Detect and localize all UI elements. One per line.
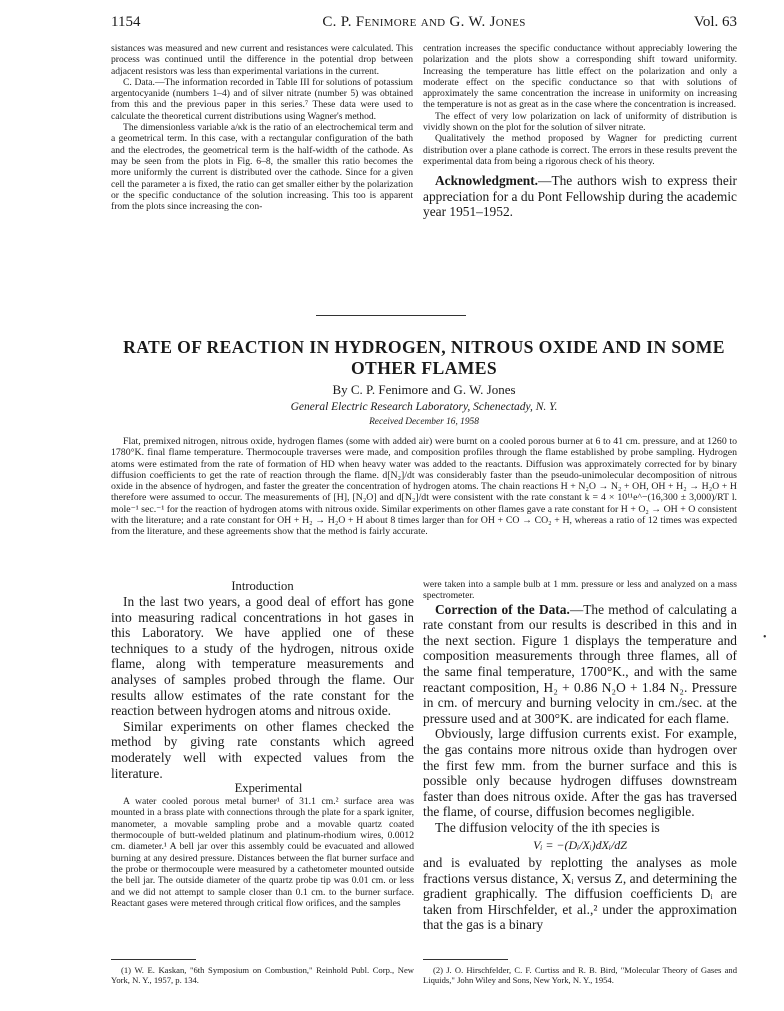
paragraph: sistances was measured and new current and resistances were calculated. This process was continued until the difference in the potential drop between adjacent resistors was less than experimental variations in the current. <box>111 43 413 77</box>
margin-mark: • <box>763 632 767 643</box>
footnote: (2) J. O. Hirschfelder, C. F. Curtiss and R. B. Bird, "Molecular Theory of Gases and Liquids," John Wiley and Sons, New York, N. Y., 1954. <box>423 965 737 986</box>
acknowledgment-body: —The authors wish to express their appreciation for a du Pont Fellowship during the academic year 1951–1952. <box>423 173 737 220</box>
running-head <box>111 14 737 38</box>
introduction-heading: Introduction <box>231 579 294 593</box>
top-right-column <box>423 43 737 219</box>
paragraph: In the last two years, a good deal of effort has gone into measuring radical concentrations in hot gases in this Laboratory. We have applied one of these techniques to a study of the hydrogen, nitrous oxide flame, along with temperature measurements and analyses of samples probed through the flame. Our results allow estimates of the rate constant for the reaction between hydrogen atoms and nitrous oxide. <box>111 594 414 719</box>
left-column <box>111 579 414 909</box>
running-head-authors: C. P. Fenimore and G. W. Jones <box>322 14 526 30</box>
article-byline: By C. P. Fenimore and G. W. Jones <box>332 382 516 397</box>
footnotes-left <box>111 965 414 985</box>
top-left-column <box>111 43 413 212</box>
paragraph: The effect of very low polarization on lack of uniformity of distribution is vividly shown on the plot for the solution of silver nitrate. <box>423 110 737 134</box>
paragraph: A water cooled porous metal burner¹ of 31.1 cm.² surface area was mounted in a brass plate with connections through the plate for a spark igniter, manometer, a movable sampling probe and a movable quartz coated thermocouple of butt-welded platinum and platinum-rhodium wires, 0.0012 cm. diameter.¹ A bell jar over this assembly could be evacuated and allowed burning at any desired pressure. Distances between the flat burner surface and the probe or thermocouple were measured by a cathetometer mounted outside the bell jar. The outside diameter of the quartz probe tip was 0.01 cm. or less and we did not attempt to sample closer than 0.1 cm. to the burner surface. Reactant gases were metered through critical flow orifices, and the samples <box>111 796 414 909</box>
section-divider <box>316 315 466 316</box>
paragraph: Qualitatively the method proposed by Wagner for predicting current distribution over a plane cathode is correct. The errors in these results prevent the experimental data from being a rigorous check of his theory. <box>423 133 737 167</box>
footnote-divider <box>423 959 508 960</box>
article-title: RATE OF REACTION IN HYDROGEN, NITROUS OXIDE AND IN SOME OTHER FLAMES <box>123 337 725 378</box>
abstract <box>111 436 737 538</box>
paragraph: C. Data.—The information recorded in Table III for solutions of potassium argentocyanide (numbers 1–4) and of silver nitrate (number 5) was obtained from this and the previous paper in this series.⁷ These data were used to calculate the theoretical current distributions using Wagner's method. <box>111 76 413 122</box>
paragraph <box>423 602 737 727</box>
paragraph-continued <box>423 579 737 602</box>
footnote: (1) W. E. Kaskan, "6th Symposium on Combustion," Reinhold Publ. Corp., New York, N. Y., 1957, p. 134. <box>111 965 414 986</box>
experimental-heading: Experimental <box>234 781 303 796</box>
paragraph: Similar experiments on other flames checked the method by giving rate constants which agreed moderately well with expected values from the literature. <box>111 718 414 781</box>
footnotes-right <box>423 965 737 985</box>
affiliation: General Electric Research Laboratory, Schenectady, N. Y. <box>290 401 558 413</box>
paragraph: The diffusion velocity of the ith species is <box>435 819 660 835</box>
paragraph: centration increases the specific conductance without appreciably lowering the polarization and the plots show a corresponding shift toward uniformity. Increasing the temperature has little effect on the polarization and only a moderate effect on the specific conductance so that with solutions of approximately the same concentration the increase in uniformity on increasing the temperature is not as great as in the case where the concentration is increased. <box>423 43 737 111</box>
acknowledgment-heading: Acknowledgment. <box>435 173 539 189</box>
abstract-text: Flat, premixed nitrogen, nitrous oxide, hydrogen flames (some with added air) were burnt on a cooled porous burner at 6 to 41 cm. pressure, and at 1260 to 1780°K. final flame temperature. Thermocouple traverses were made, and composition profiles through the flame established by probe sampling. Hydrogen atoms were estimated from the rate of formation of HD when heavy water was added to the reactants. Diffusion was approximately corrected for by binary diffusion coefficients to get the rate of reaction through the flame. d[N₂]/dt was considerably faster than the pseudo-unimolecular decomposition of nitrous oxide in the absence of hydrogen, and faster the greater the concentration of hydrogen atoms. The chain reactions H + N₂O → N₂ + OH, OH + H₂ → H₂O + H therefore were assumed to occur. The measurements of [H], [N₂O] and d[N₂]/dt were consistent with the rate constant k = 4 × 10¹¹e^−(16,300 ± 3,000)/RT l. mole⁻¹ sec.⁻¹ for the reaction of hydrogen atoms with nitrous oxide. Similar experiments on other flames gave a rate constant for H + O₂ → OH + O consistent with the literature; and a rate constant for OH + H₂ → H₂O + H about 8 times larger than for OH + CO → CO₂ + H, whereas a ratio of 12 times was expected from the literature, and these agreements show that the method is fairly accurate. <box>111 436 737 538</box>
paragraph: were taken into a sample bulb at 1 mm. pressure or less and analyzed on a mass spectrometer. <box>423 579 737 602</box>
introduction-body <box>111 594 414 781</box>
diffusion-equation: Vᵢ = −(Dᵢ/Xᵢ)dXᵢ/dZ <box>533 837 627 852</box>
acknowledgment <box>423 173 737 219</box>
footnote-divider <box>111 959 196 960</box>
experimental-body <box>111 796 414 909</box>
paragraph: Obviously, large diffusion currents exist. For example, the gas contains more nitrous oxide than hydrogen over the first few mm. from the burner surface and this is possible only because hydrogen diffuses downstream faster than does nitrous oxide. After the gas has traversed the flame, of course, diffusion becomes negligible. <box>423 726 737 820</box>
volume-number: Vol. 63 <box>693 14 737 30</box>
right-column <box>423 579 737 933</box>
page-number: 1154 <box>111 14 141 30</box>
correction-body: —The method of calculating a rate constant from our results is described in this and in the next section. Figure 1 displays the temperature and composition measurements through three flames, all of the same final temperature, 1700°K., and with the same reactant composition, H₂ + 0.86 N₂O + 1.84 N₂. Pressure in cm. of mercury and burning velocity in cm./sec. at the pressure used and at 300°K. are indicated for each flame. <box>423 601 738 726</box>
received-date: Received December 16, 1958 <box>369 417 479 427</box>
correction-heading: Correction of the Data. <box>435 601 570 617</box>
paragraph: and is evaluated by replotting the analyses as mole fractions versus distance, Xᵢ versus Z, and determining the gradient graphically. The diffusion coefficients Dᵢ are taken from Hirschfelder, et al.,² under the approximation that the gas is a binary <box>423 855 737 933</box>
correction-section <box>423 602 737 933</box>
paragraph: The dimensionless variable a/κk is the ratio of an electrochemical term and a geometrical term. In this case, with a rectangular configuration of the bath and the electrodes, the geometrical term is the half-width of the cathode. As may be seen from the plots in Fig. 6–8, the smaller this ratio becomes the more uniformly the current is distributed over the cathode. Since for a given cell the parameter a is fixed, the ratio can get smaller either by the polarization or the specific conductance of the solution increasing. This too is apparent from the plots since increasing the con- <box>111 122 413 213</box>
